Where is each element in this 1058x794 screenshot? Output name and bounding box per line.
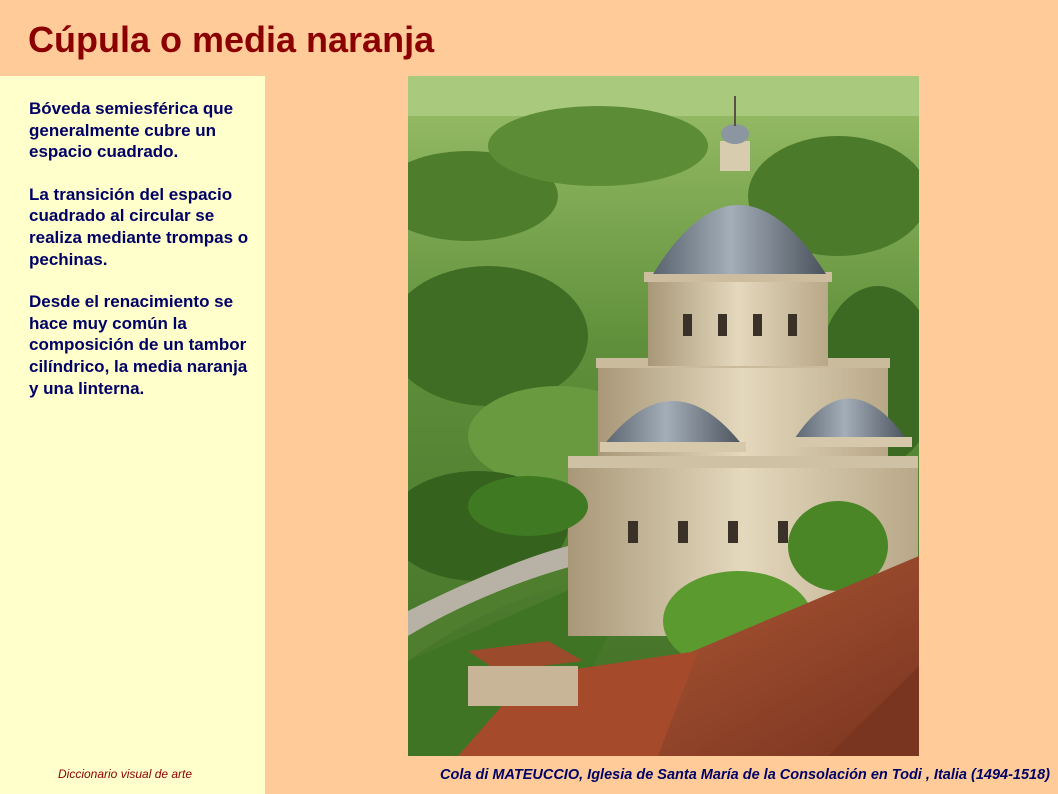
footer-credit: Diccionario visual de arte xyxy=(58,767,193,781)
footer-left-panel xyxy=(0,756,265,794)
slide-title: Cúpula o media naranja xyxy=(28,19,435,60)
photo-caption: Cola di MATEUCCIO, Iglesia de Santa María de la Consolación en Todi , Italia (1494-1518) xyxy=(440,767,1050,783)
paragraph-1: Bóveda semiesférica que generalmente cubre un espacio cuadrado. xyxy=(29,99,234,162)
church-photo xyxy=(408,76,919,756)
description-text xyxy=(29,98,257,420)
paragraph-3: Desde el renacimiento se hace muy común la composición de un tambor cilíndrico, la media naranja y una linterna. xyxy=(29,292,248,398)
paragraph-2: La transición del espacio cuadrado al circular se realiza mediante trompas o pechinas. xyxy=(29,184,249,269)
